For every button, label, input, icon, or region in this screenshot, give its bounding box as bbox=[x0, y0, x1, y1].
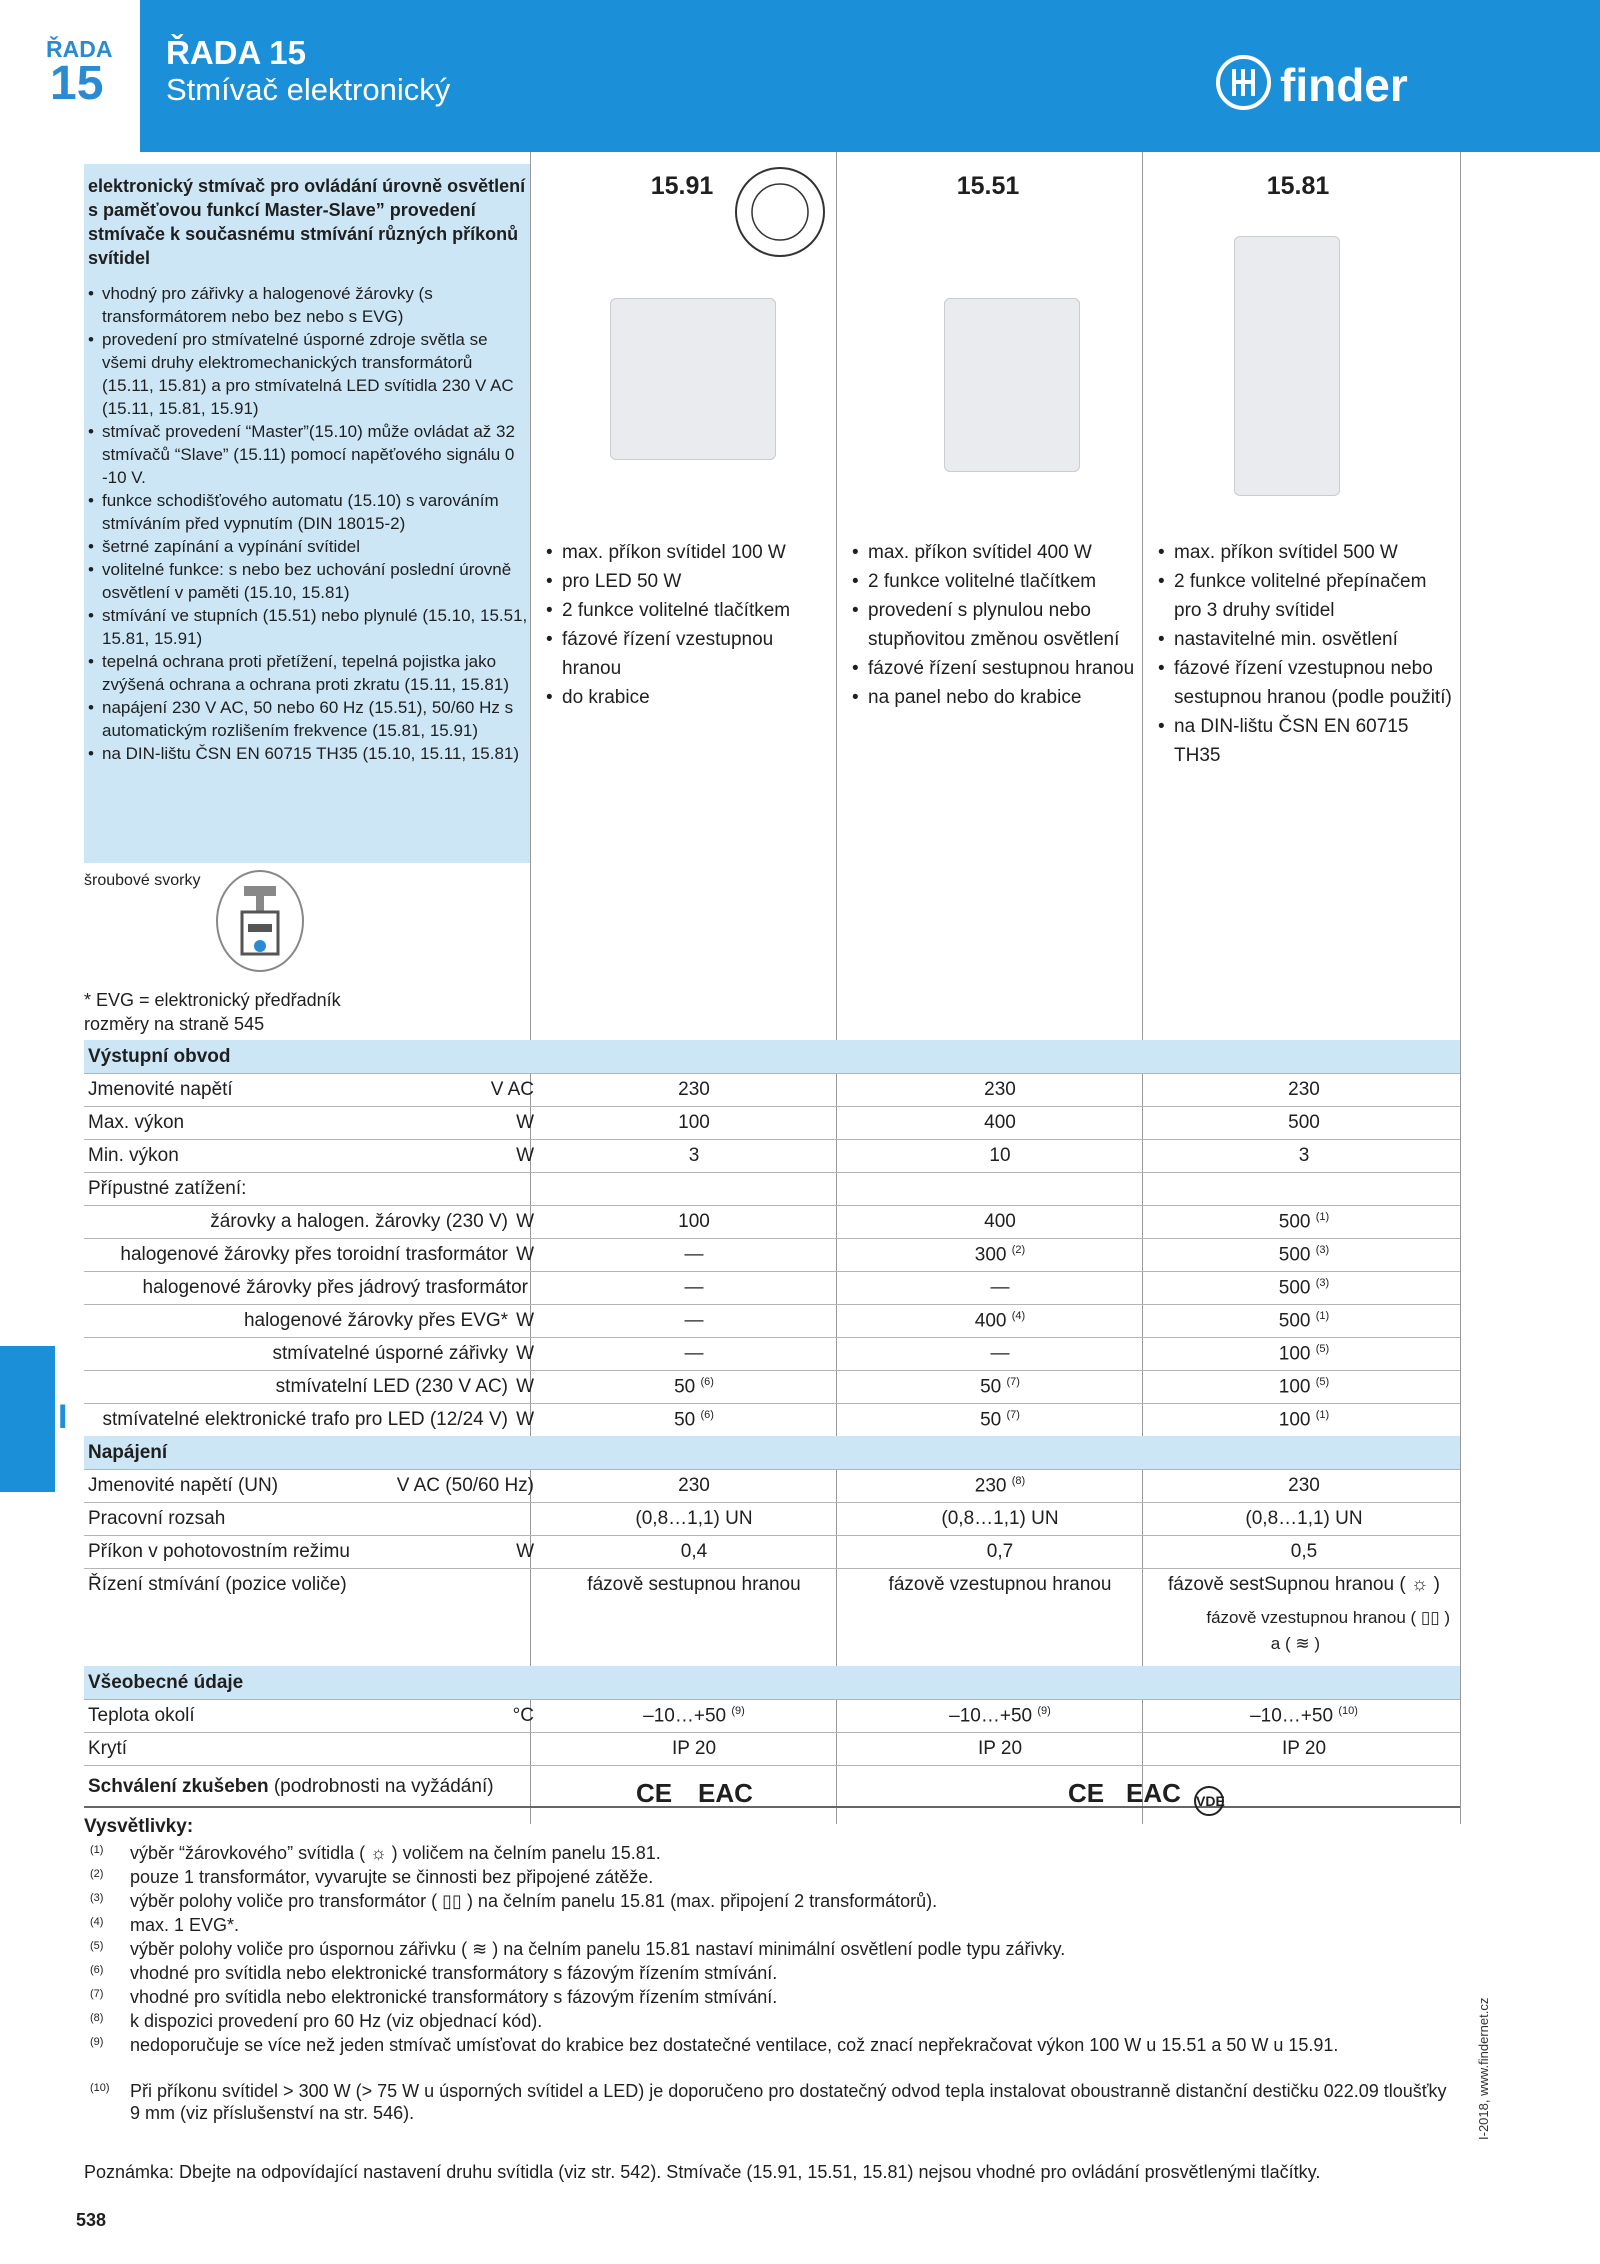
cell-value: 100 $^{(1)}$ bbox=[1278, 1409, 1330, 1431]
section-header-output: Výstupní obvod bbox=[84, 1040, 1460, 1074]
cell-value: 100 $^{(5)}$ bbox=[1278, 1343, 1330, 1365]
intro-bullet: • šetrné zapínání a vypínání svítidel bbox=[88, 535, 528, 558]
cell-value: fázově sestupnou hranou bbox=[587, 1574, 801, 1595]
intro-bullet: • provedení pro stmívatelné úsporné zdroje světla se všemi druhy elektromechanických transformátorů (15.11, 15.81) a pro stmívatelná LED svítidla 230 V AC (15.11, 15.81, 15.91) bbox=[88, 328, 528, 420]
table-row bbox=[84, 1304, 1460, 1338]
cell-value: — bbox=[990, 1343, 1010, 1364]
feature-item: • max. příkon svítidel 100 W bbox=[546, 538, 826, 567]
row-unit: W bbox=[516, 1376, 534, 1397]
cell-value: 50 $^{(6)}$ bbox=[674, 1409, 714, 1431]
series-word: ŘADA bbox=[46, 36, 113, 62]
feature-item: • fázové řízení sestupnou hranou bbox=[852, 654, 1140, 683]
dimming-option: fázově vzestupnou hranou ( ▯▯ ) bbox=[1206, 1608, 1450, 1627]
dimensions-note: rozměry na straně 545 bbox=[84, 1014, 265, 1034]
feature-item: • max. příkon svítidel 500 W bbox=[1158, 538, 1458, 567]
footnote-number: (5) bbox=[90, 1940, 104, 1952]
intro-lead: elektronický stmívač pro ovládání úrovně osvětlení s paměťovou funkcí Master-Slave” provedení stmívače k současnému stmívání různých příkonů svítidel bbox=[88, 176, 526, 268]
page-title: ŘADA 15 bbox=[166, 34, 306, 71]
footnote bbox=[90, 1866, 1450, 1888]
footnote bbox=[90, 1842, 1450, 1864]
feature-item: • provedení s plynulou nebo stupňovitou změnou osvětlení bbox=[852, 596, 1140, 654]
cell-value: –10…+50 $^{(9)}$ bbox=[949, 1705, 1051, 1727]
footnote-text: vhodné pro svítidla nebo elektronické transformátory s fázovým řízením stmívání. bbox=[130, 1963, 778, 1983]
row-unit: W bbox=[516, 1310, 534, 1331]
row-unit: W bbox=[516, 1112, 534, 1133]
row-label: Teplota okolí bbox=[88, 1705, 195, 1726]
cell-value: 230 bbox=[678, 1475, 710, 1496]
cell-value: 500 $^{(1)}$ bbox=[1278, 1211, 1330, 1233]
footnote-number: (6) bbox=[90, 1964, 104, 1976]
section-header-supply: Napájení bbox=[84, 1436, 1460, 1470]
row-label: halogenové žárovky přes toroidní trasformátor bbox=[120, 1244, 508, 1265]
cell-value: 3 bbox=[1298, 1145, 1310, 1166]
feature-item: • 2 funkce volitelné tlačítkem bbox=[852, 567, 1140, 596]
cell-value: 400 bbox=[984, 1211, 1016, 1232]
product-code: 15.81 bbox=[1266, 172, 1330, 200]
footnote-number: (2) bbox=[90, 1868, 104, 1880]
cell-value: 500 $^{(1)}$ bbox=[1278, 1310, 1330, 1332]
feature-item: • fázové řízení vzestupnou nebo sestupnou hranou (podle použití) bbox=[1158, 654, 1458, 712]
cell-value: 100 $^{(5)}$ bbox=[1278, 1376, 1330, 1398]
footnote-number: (7) bbox=[90, 1988, 104, 2000]
cell-value: — bbox=[684, 1244, 704, 1265]
cell-value: 100 bbox=[678, 1112, 710, 1133]
footnote-number: (8) bbox=[90, 2012, 104, 2024]
cell-value: 50 $^{(7)}$ bbox=[980, 1376, 1020, 1398]
footnote-text: vhodné pro svítidla nebo elektronické transformátory s fázovým řízením stmívání. bbox=[130, 1987, 778, 2007]
intro-bullet: • vhodný pro zářivky a halogenové žárovky (s transformátorem nebo bez nebo s EVG) bbox=[88, 282, 528, 328]
row-label: Přípustné zatížení: bbox=[88, 1178, 247, 1199]
feature-item: • pro LED 50 W bbox=[546, 567, 826, 596]
table-row bbox=[84, 1535, 1460, 1569]
row-label: Krytí bbox=[88, 1738, 128, 1759]
footnote-text: nedoporučuje se více než jeden stmívač umísťovat do krabice bez dostatečné ventilace, což znací nepřekračovat výkon 100 W u 15.51 a 50 W u 15.91. bbox=[130, 2035, 1339, 2055]
notes-title: Vysvětlivky: bbox=[84, 1816, 194, 1837]
footnote-text: výběr polohy voliče pro úspornou zářivku ( ≋ ) na čelním panelu 15.81 nastaví minimální osvětlení podle typu zářivky. bbox=[130, 1939, 1066, 1959]
cell-value: 400 $^{(4)}$ bbox=[974, 1310, 1026, 1332]
row-unit: W bbox=[516, 1244, 534, 1265]
cell-value: 0,7 bbox=[986, 1541, 1014, 1562]
terminal-label: šroubové svorky bbox=[84, 872, 201, 889]
feature-item: • do krabice bbox=[546, 683, 826, 712]
cell-value: IP 20 bbox=[671, 1738, 717, 1759]
cell-value: 500 $^{(3)}$ bbox=[1278, 1244, 1330, 1266]
feature-item: • fázové řízení vzestupnou hranou bbox=[546, 625, 826, 683]
intro-bullet: • stmívání ve stupních (15.51) nebo plynulé (15.10, 15.51, 15.81, 15.91) bbox=[88, 604, 528, 650]
row-label: stmívatelní LED (230 V AC) bbox=[275, 1376, 508, 1397]
row-label: Řízení stmívání (pozice voliče) bbox=[88, 1574, 347, 1595]
footnote-number: (10) bbox=[90, 2082, 110, 2094]
brand-name: finder bbox=[1280, 59, 1408, 111]
finder-logo-icon bbox=[1216, 55, 1271, 110]
cell-value: 230 bbox=[1288, 1475, 1320, 1496]
footnote bbox=[90, 2034, 1450, 2056]
eac-mark-icon: EAC bbox=[698, 1778, 753, 1808]
footnote-number: (9) bbox=[90, 2036, 104, 2048]
feature-item: • 2 funkce volitelné přepínačem pro 3 druhy svítidel bbox=[1158, 567, 1458, 625]
eac-mark-icon: EAC bbox=[1126, 1778, 1181, 1808]
table-row bbox=[84, 1271, 1460, 1305]
product-code: 15.91 bbox=[650, 172, 714, 200]
page-number: 538 bbox=[76, 2210, 107, 2230]
row-label: stmívatelné úsporné zářivky bbox=[272, 1343, 508, 1364]
footnote-number: (4) bbox=[90, 1916, 104, 1928]
side-url: I-2018, www.findernet.cz bbox=[1476, 1997, 1491, 2140]
cell-value: (0,8…1,1) UN bbox=[941, 1508, 1059, 1529]
footnote-text: výběr “žárovkového” svítidla ( ☼ ) voličem na čelním panelu 15.81. bbox=[130, 1843, 661, 1863]
footnote-number: (1) bbox=[90, 1844, 104, 1856]
intro-bullet: • volitelné funkce: s nebo bez uchování poslední úrovně osvětlení v paměti (15.10, 15.81) bbox=[88, 558, 528, 604]
intro-bullet: • stmívač provedení “Master”(15.10) může ovládat až 32 stmívačů “Slave” (15.11) pomocí napěťového signálu 0 -10 V. bbox=[88, 420, 528, 489]
table-row bbox=[84, 1106, 1460, 1140]
section-marker-label: I bbox=[58, 1398, 68, 1436]
footnote-text: Při příkonu svítidel > 300 W (> 75 W u úsporných svítidel a LED) je doporučeno pro dostatečný odvod tepla instalovat oboustranně distanční destičku 022.09 tloušťky 9 mm (viz příslušenství na str. 546). bbox=[130, 2081, 1447, 2123]
footnote-number: (3) bbox=[90, 1892, 104, 1904]
intro-bullets bbox=[88, 282, 528, 765]
row-label: halogenové žárovky přes EVG* bbox=[243, 1310, 508, 1331]
cell-value: (0,8…1,1) UN bbox=[635, 1508, 753, 1529]
product-code: 15.51 bbox=[956, 172, 1020, 200]
footnote-text: max. 1 EVG*. bbox=[130, 1915, 240, 1935]
footnote-text: k dispozici provedení pro 60 Hz (viz objednací kód). bbox=[130, 2011, 543, 2031]
intro-bullet: • tepelná ochrana proti přetížení, tepelná pojistka jako zvýšená ochrana a ochrana proti zkratu (15.11, 15.81) bbox=[88, 650, 528, 696]
table-row bbox=[84, 1172, 1460, 1206]
cell-value: 10 bbox=[989, 1145, 1011, 1166]
cell-value: 50 $^{(7)}$ bbox=[980, 1409, 1020, 1431]
cell-value: 50 $^{(6)}$ bbox=[674, 1376, 714, 1398]
intro-bullet: • napájení 230 V AC, 50 nebo 60 Hz (15.51), 50/60 Hz s automatickým rozlišením frekvence (15.81, 15.91) bbox=[88, 696, 528, 742]
feature-item: • na DIN-lištu ČSN EN 60715 TH35 bbox=[1158, 712, 1458, 770]
table-row bbox=[84, 1403, 1460, 1437]
cell-value: 0,5 bbox=[1290, 1541, 1318, 1562]
feature-item: • nastavitelné min. osvětlení bbox=[1158, 625, 1458, 654]
section-header-general: Všeobecné údaje bbox=[84, 1666, 1460, 1700]
cell-value: fázově sestSupnou hranou ( ☼ ) bbox=[1168, 1574, 1440, 1595]
product-features bbox=[546, 538, 826, 712]
product-features bbox=[1158, 538, 1458, 770]
cell-value: 500 $^{(3)}$ bbox=[1278, 1277, 1330, 1299]
row-label: stmívatelné elektronické trafo pro LED (12/24 V) bbox=[102, 1409, 508, 1430]
cell-value: 100 bbox=[678, 1211, 710, 1232]
feature-item: • max. příkon svítidel 400 W bbox=[852, 538, 1140, 567]
table-row bbox=[84, 1502, 1460, 1536]
footnote bbox=[90, 1938, 1450, 1960]
cell-value: fázově vzestupnou hranou bbox=[888, 1574, 1112, 1595]
cell-value: 230 bbox=[1288, 1079, 1320, 1100]
cell-value: IP 20 bbox=[977, 1738, 1023, 1759]
cell-value: IP 20 bbox=[1281, 1738, 1327, 1759]
remark: Poznámka: Dbejte na odpovídající nastavení druhu svítidla (viz str. 542). Stmívače (15.91, 15.51, 15.81) nejsou vhodné pro ovládání prosvětlenými tlačítky. bbox=[84, 2162, 1321, 2182]
registered-design-badge-icon bbox=[732, 164, 828, 260]
cell-value: 400 bbox=[984, 1112, 1016, 1133]
row-label: Jmenovité napětí bbox=[88, 1079, 233, 1100]
feature-item: • 2 funkce volitelné tlačítkem bbox=[546, 596, 826, 625]
product-image bbox=[610, 298, 776, 460]
footnote bbox=[90, 2010, 1450, 2032]
footnote bbox=[90, 1914, 1450, 1936]
ce-mark-icon: CE bbox=[1068, 1778, 1105, 1808]
screw-terminal-icon bbox=[216, 870, 304, 972]
cell-value: — bbox=[684, 1310, 704, 1331]
footnote-text: pouze 1 transformátor, vyvarujte se činnosti bez připojené zátěže. bbox=[130, 1867, 654, 1887]
cell-value: 230 bbox=[984, 1079, 1016, 1100]
cell-value: 3 bbox=[688, 1145, 700, 1166]
row-label: Max. výkon bbox=[88, 1112, 185, 1133]
footnote bbox=[90, 1962, 1450, 1984]
footnote bbox=[90, 2080, 1450, 2124]
approvals-label: Schválení zkušeben (podrobnosti na vyžádání) bbox=[88, 1776, 494, 1797]
footnote bbox=[90, 1890, 1450, 1912]
series-number: 15 bbox=[50, 57, 104, 110]
table-row bbox=[84, 1370, 1460, 1404]
table-row bbox=[84, 1139, 1460, 1173]
footnote-text: výběr polohy voliče pro transformátor ( ▯▯ ) na čelním panelu 15.81 (max. připojení 2 transformátorů). bbox=[130, 1891, 938, 1911]
column-divider bbox=[1460, 152, 1461, 1824]
row-unit: W bbox=[516, 1409, 534, 1430]
row-unit: W bbox=[516, 1145, 534, 1166]
intro-bullet: • na DIN-lištu ČSN EN 60715 TH35 (15.10, 15.11, 15.81) bbox=[88, 742, 528, 765]
table-row bbox=[84, 1732, 1460, 1766]
cell-value: — bbox=[684, 1277, 704, 1298]
row-label: Pracovní rozsah bbox=[88, 1508, 226, 1529]
row-label: Min. výkon bbox=[88, 1145, 179, 1166]
table-row bbox=[84, 1073, 1460, 1107]
cell-value: 0,4 bbox=[680, 1541, 708, 1562]
table-row bbox=[84, 1238, 1460, 1272]
row-label: Příkon v pohotovostním režimu bbox=[88, 1541, 350, 1562]
cell-value: — bbox=[990, 1277, 1010, 1298]
row-label: halogenové žárovky přes jádrový trasformátor bbox=[142, 1277, 528, 1298]
row-unit: W bbox=[516, 1541, 534, 1562]
table-row bbox=[84, 1205, 1460, 1239]
row-unit: V AC (50/60 Hz) bbox=[396, 1475, 534, 1496]
product-features bbox=[852, 538, 1140, 712]
evg-note: * EVG = elektronický předřadník bbox=[84, 990, 341, 1010]
table-row bbox=[84, 1699, 1460, 1733]
row-unit: W bbox=[516, 1343, 534, 1364]
row-label: žárovky a halogen. žárovky (230 V) bbox=[210, 1211, 508, 1232]
table-row bbox=[84, 1469, 1460, 1503]
cell-value: (0,8…1,1) UN bbox=[1245, 1508, 1363, 1529]
row-unit: °C bbox=[512, 1705, 534, 1726]
product-image bbox=[944, 298, 1080, 472]
cell-value: –10…+50 $^{(9)}$ bbox=[643, 1705, 745, 1727]
cell-value: — bbox=[684, 1343, 704, 1364]
approvals-row bbox=[84, 1766, 1460, 1808]
section-marker bbox=[0, 1346, 55, 1492]
vde-mark-icon: VDE bbox=[1194, 1786, 1224, 1816]
intro-bullet: • funkce schodišťového automatu (15.10) s varováním stmíváním před vypnutím (DIN 18015-2) bbox=[88, 489, 528, 535]
row-label: Jmenovité napětí (UN) bbox=[88, 1475, 279, 1496]
table-row bbox=[84, 1337, 1460, 1371]
cell-value: 300 $^{(2)}$ bbox=[974, 1244, 1026, 1266]
feature-item: • na panel nebo do krabice bbox=[852, 683, 1140, 712]
cell-value: 500 bbox=[1288, 1112, 1320, 1133]
cell-value: 230 $^{(8)}$ bbox=[974, 1475, 1026, 1497]
page-subtitle: Stmívač elektronický bbox=[166, 72, 451, 107]
product-image bbox=[1234, 236, 1340, 496]
footnote bbox=[90, 1986, 1450, 2008]
cell-value: 230 bbox=[678, 1079, 710, 1100]
row-unit: V AC bbox=[490, 1079, 534, 1100]
row-unit: W bbox=[516, 1211, 534, 1232]
cell-value: –10…+50 $^{(10)}$ bbox=[1250, 1705, 1358, 1727]
ce-mark-icon: CE bbox=[636, 1778, 673, 1808]
dimming-option: a ( ≋ ) bbox=[1270, 1634, 1320, 1653]
